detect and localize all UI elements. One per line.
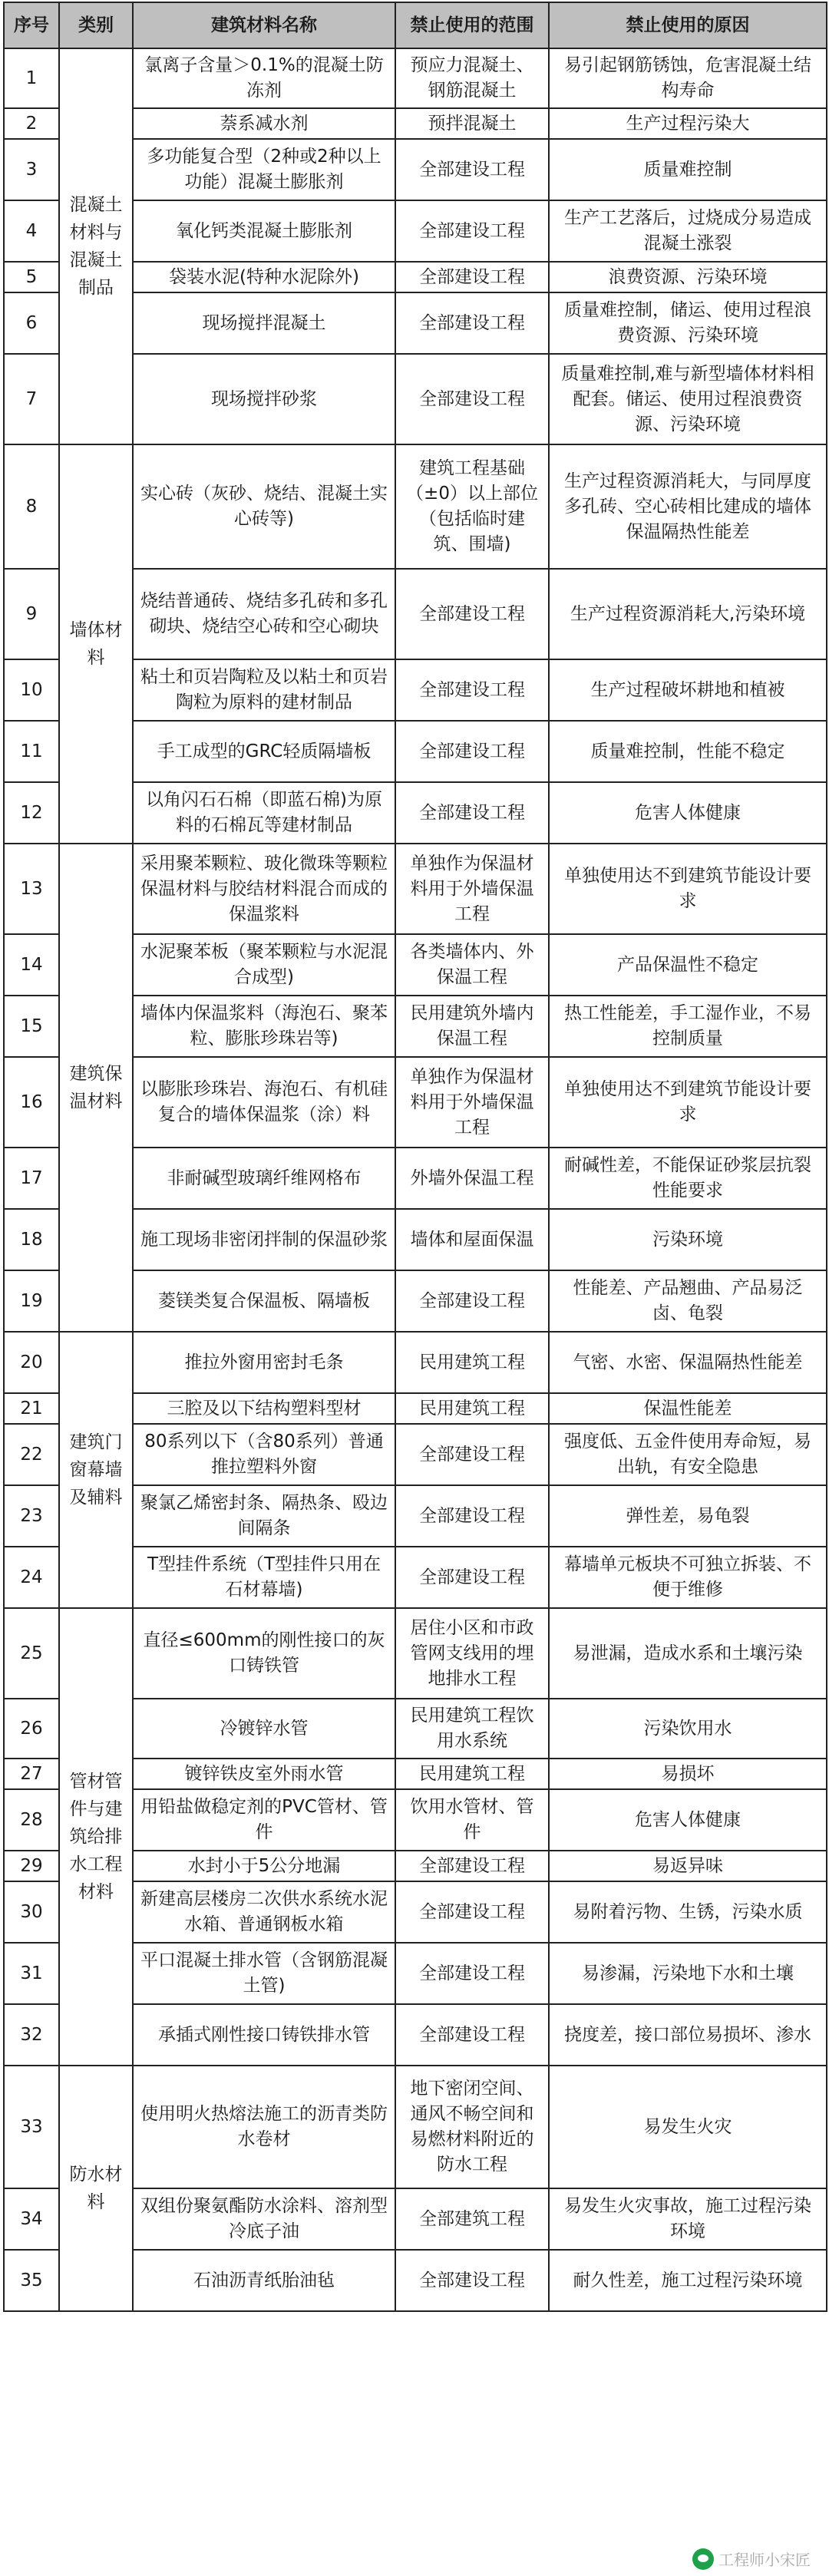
material-name: 双组份聚氨酯防水涂料、溶剂型冷底子油 [133, 2188, 395, 2250]
banned-scope: 全部建设工程 [395, 1547, 549, 1608]
banned-scope: 全部建设工程 [395, 1851, 549, 1881]
row-number: 30 [4, 1881, 59, 1943]
banned-scope: 全部建设工程 [395, 659, 549, 721]
banned-reason: 易附着污物、生锈，污染水质 [549, 1881, 827, 1943]
banned-scope: 民用建筑工程 [395, 1393, 549, 1424]
banned-reason: 质量难控制，性能不稳定 [549, 721, 827, 782]
row-number: 24 [4, 1547, 59, 1608]
material-name: 烧结普通砖、烧结多孔砖和多孔砌块、烧结空心砖和空心砌块 [133, 569, 395, 659]
material-name: 施工现场非密闭拌制的保温砂浆 [133, 1209, 395, 1270]
table-body [4, 48, 827, 2311]
material-name: 冷镀锌水管 [133, 1699, 395, 1759]
banned-scope: 全部建设工程 [395, 782, 549, 844]
banned-reason: 挠度差，接口部位易损坏、渗水 [549, 2004, 827, 2066]
header-banned-reason: 禁止使用的原因 [549, 2, 827, 48]
row-number: 5 [4, 262, 59, 292]
banned-reason: 易返异味 [549, 1851, 827, 1881]
material-name: 承插式刚性接口铸铁排水管 [133, 2004, 395, 2066]
header-banned-scope: 禁止使用的范围 [395, 2, 549, 48]
watermark [692, 2548, 811, 2570]
banned-reason: 浪费资源、污染环境 [549, 262, 827, 292]
banned-reason: 质量难控制 [549, 139, 827, 200]
banned-reason: 生产过程资源消耗大，与同厚度多孔砖、空心砖相比建成的墙体保温隔热性能差 [549, 444, 827, 569]
material-name: 平口混凝土排水管（含钢筋混凝土管) [133, 1943, 395, 2004]
row-number: 7 [4, 354, 59, 444]
material-name: 现场搅拌混凝土 [133, 292, 395, 354]
material-name: 以角闪石石棉（即蓝石棉)为原料的石棉瓦等建材制品 [133, 782, 395, 844]
banned-reason: 危害人体健康 [549, 782, 827, 844]
material-name: 菱镁类复合保温板、隔墙板 [133, 1270, 395, 1332]
banned-reason: 单独使用达不到建筑节能设计要求 [549, 844, 827, 934]
header-category: 类别 [59, 2, 133, 48]
banned-reason: 保温性能差 [549, 1393, 827, 1424]
table-row [4, 48, 827, 108]
banned-scope: 预应力混凝土、钢筋混凝土 [395, 48, 549, 108]
row-number: 35 [4, 2250, 59, 2311]
row-number: 12 [4, 782, 59, 844]
material-name: 用铅盐做稳定剂的PVC管材、管件 [133, 1789, 395, 1851]
row-number: 23 [4, 1485, 59, 1547]
material-name: T型挂件系统（T型挂件只用在石材幕墙) [133, 1547, 395, 1608]
banned-scope: 全部建设工程 [395, 721, 549, 782]
material-name: 现场搅拌砂浆 [133, 354, 395, 444]
banned-reason: 易发生火灾事故，施工过程污染环境 [549, 2188, 827, 2250]
row-number: 4 [4, 200, 59, 262]
row-number: 27 [4, 1759, 59, 1789]
banned-materials-table [3, 2, 827, 2312]
row-number: 25 [4, 1608, 59, 1699]
row-number: 34 [4, 2188, 59, 2250]
banned-reason: 生产过程破坏耕地和植被 [549, 659, 827, 721]
banned-reason: 易引起钢筋锈蚀，危害混凝土结构寿命 [549, 48, 827, 108]
banned-scope: 全部建设工程 [395, 292, 549, 354]
banned-scope: 全部建设工程 [395, 262, 549, 292]
banned-scope: 预拌混凝土 [395, 108, 549, 139]
banned-scope: 建筑工程基础（±0）以上部位（包括临时建筑、围墙) [395, 444, 549, 569]
material-name: 聚氯乙烯密封条、隔热条、殴边间隔条 [133, 1485, 395, 1547]
row-number: 1 [4, 48, 59, 108]
banned-reason: 单独使用达不到建筑节能设计要求 [549, 1057, 827, 1148]
banned-reason: 产品保温性不稳定 [549, 934, 827, 996]
banned-scope: 全部建设工程 [395, 2250, 549, 2311]
row-number: 20 [4, 1332, 59, 1393]
banned-scope: 全部建设工程 [395, 2004, 549, 2066]
row-number: 22 [4, 1424, 59, 1485]
material-name: 直径≤600mm的刚性接口的灰口铸铁管 [133, 1608, 395, 1699]
row-number: 18 [4, 1209, 59, 1270]
banned-reason: 耐碱性差，不能保证砂浆层抗裂性能要求 [549, 1148, 827, 1209]
material-name: 非耐碱型玻璃纤维网格布 [133, 1148, 395, 1209]
category-cell: 墙体材料 [59, 444, 133, 844]
row-number: 33 [4, 2066, 59, 2188]
category-cell: 管材管件与建筑给排水工程材料 [59, 1608, 133, 2066]
material-name: 80系列以下（含80系列）普通推拉塑料外窗 [133, 1424, 395, 1485]
table-row [4, 2066, 827, 2188]
banned-scope: 民用建筑工程饮用水系统 [395, 1699, 549, 1759]
row-number: 32 [4, 2004, 59, 2066]
row-number: 15 [4, 996, 59, 1057]
category-cell: 建筑保温材料 [59, 844, 133, 1332]
banned-scope: 全部建筑工程 [395, 2188, 549, 2250]
banned-reason: 弹性差，易龟裂 [549, 1485, 827, 1547]
header-material-name: 建筑材料名称 [133, 2, 395, 48]
material-name: 采用聚苯颗粒、玻化微珠等颗粒保温材料与胶结材料混合而成的保温浆料 [133, 844, 395, 934]
banned-scope: 外墙外保温工程 [395, 1148, 549, 1209]
row-number: 29 [4, 1851, 59, 1881]
banned-reason: 易发生火灾 [549, 2066, 827, 2188]
banned-reason: 污染环境 [549, 1209, 827, 1270]
banned-scope: 全部建设工程 [395, 1424, 549, 1485]
banned-scope: 居住小区和市政管网支线用的埋地排水工程 [395, 1608, 549, 1699]
material-name: 水封小于5公分地漏 [133, 1851, 395, 1881]
category-cell: 建筑门窗幕墙及辅料 [59, 1332, 133, 1608]
banned-scope: 单独作为保温材料用于外墙保温工程 [395, 1057, 549, 1148]
material-name: 多功能复合型（2种或2种以上功能）混凝土膨胀剂 [133, 139, 395, 200]
material-name: 推拉外窗用密封毛条 [133, 1332, 395, 1393]
row-number: 19 [4, 1270, 59, 1332]
banned-scope: 民用建筑外墙内保温工程 [395, 996, 549, 1057]
row-number: 13 [4, 844, 59, 934]
row-number: 6 [4, 292, 59, 354]
banned-reason: 易泄漏，造成水系和土壤污染 [549, 1608, 827, 1699]
banned-reason: 生产工艺落后，过烧成分易造成混凝土涨裂 [549, 200, 827, 262]
material-name: 新建高层楼房二次供水系统水泥水箱、普通钢板水箱 [133, 1881, 395, 1943]
material-name: 石油沥青纸胎油毡 [133, 2250, 395, 2311]
row-number: 11 [4, 721, 59, 782]
header-seq: 序号 [4, 2, 59, 48]
banned-reason: 耐久性差，施工过程污染环境 [549, 2250, 827, 2311]
table-row [4, 444, 827, 569]
banned-reason: 生产过程污染大 [549, 108, 827, 139]
material-name: 袋装水泥(特种水泥除外) [133, 262, 395, 292]
banned-reason: 强度低、五金件使用寿命短，易出轨，有安全隐患 [549, 1424, 827, 1485]
material-name: 萘系减水剂 [133, 108, 395, 139]
row-number: 10 [4, 659, 59, 721]
banned-scope: 全部建设工程 [395, 1943, 549, 2004]
row-number: 2 [4, 108, 59, 139]
banned-reason: 危害人体健康 [549, 1789, 827, 1851]
row-number: 17 [4, 1148, 59, 1209]
row-number: 21 [4, 1393, 59, 1424]
banned-reason: 热工性能差，手工湿作业，不易控制质量 [549, 996, 827, 1057]
row-number: 3 [4, 139, 59, 200]
row-number: 9 [4, 569, 59, 659]
row-number: 14 [4, 934, 59, 996]
banned-reason: 易损坏 [549, 1759, 827, 1789]
material-name: 三腔及以下结构塑料型材 [133, 1393, 395, 1424]
banned-scope: 民用建筑工程 [395, 1332, 549, 1393]
material-name: 氯离子含量＞0.1%的混凝土防冻剂 [133, 48, 395, 108]
row-number: 26 [4, 1699, 59, 1759]
table-row [4, 1608, 827, 1699]
banned-scope: 民用建筑工程 [395, 1759, 549, 1789]
banned-reason: 生产过程资源消耗大,污染环境 [549, 569, 827, 659]
header-row [4, 2, 827, 48]
material-name: 墙体内保温浆料（海泡石、聚苯粒、膨胀珍珠岩等) [133, 996, 395, 1057]
table-row [4, 844, 827, 934]
banned-reason: 质量难控制，储运、使用过程浪费资源、污染环境 [549, 292, 827, 354]
banned-scope: 全部建设工程 [395, 139, 549, 200]
banned-reason: 污染饮用水 [549, 1699, 827, 1759]
banned-scope: 全部建设工程 [395, 1881, 549, 1943]
banned-reason: 幕墙单元板块不可独立拆装、不便于维修 [549, 1547, 827, 1608]
material-name: 使用明火热熔法施工的沥青类防水卷材 [133, 2066, 395, 2188]
banned-scope: 全部建设工程 [395, 569, 549, 659]
material-name: 水泥聚苯板（聚苯颗粒与水泥混合成型) [133, 934, 395, 996]
row-number: 8 [4, 444, 59, 569]
material-name: 手工成型的GRC轻质隔墙板 [133, 721, 395, 782]
watermark-text: 工程师小宋匠 [718, 2551, 811, 2569]
banned-scope: 全部建设工程 [395, 354, 549, 444]
banned-scope: 单独作为保温材料用于外墙保温工程 [395, 844, 549, 934]
banned-reason: 质量难控制,难与新型墙体材料相配套。储运、使用过程浪费资源、污染环境 [549, 354, 827, 444]
row-number: 16 [4, 1057, 59, 1148]
material-name: 粘土和页岩陶粒及以粘土和页岩陶粒为原料的建材制品 [133, 659, 395, 721]
category-cell: 防水材料 [59, 2066, 133, 2311]
banned-scope: 饮用水管材、管件 [395, 1789, 549, 1851]
banned-scope: 全部建设工程 [395, 1270, 549, 1332]
banned-scope: 地下密闭空间、通风不畅空间和易燃材料附近的防水工程 [395, 2066, 549, 2188]
banned-reason: 性能差、产品翘曲、产品易泛卤、龟裂 [549, 1270, 827, 1332]
banned-scope: 墙体和屋面保温 [395, 1209, 549, 1270]
table-row [4, 1332, 827, 1393]
material-name: 镀锌铁皮室外雨水管 [133, 1759, 395, 1789]
row-number: 28 [4, 1789, 59, 1851]
material-name: 实心砖（灰砂、烧结、混凝土实心砖等) [133, 444, 395, 569]
banned-reason: 易渗漏，污染地下水和土壤 [549, 1943, 827, 2004]
banned-scope: 全部建设工程 [395, 1485, 549, 1547]
row-number: 31 [4, 1943, 59, 2004]
banned-scope: 各类墙体内、外保温工程 [395, 934, 549, 996]
material-name: 以膨胀珍珠岩、海泡石、有机硅复合的墙体保温浆（涂）料 [133, 1057, 395, 1148]
material-name: 氧化钙类混凝土膨胀剂 [133, 200, 395, 262]
banned-scope: 全部建设工程 [395, 200, 549, 262]
banned-reason: 气密、水密、保温隔热性能差 [549, 1332, 827, 1393]
category-cell: 混凝土材料与混凝土制品 [59, 48, 133, 444]
wechat-icon [692, 2548, 714, 2570]
